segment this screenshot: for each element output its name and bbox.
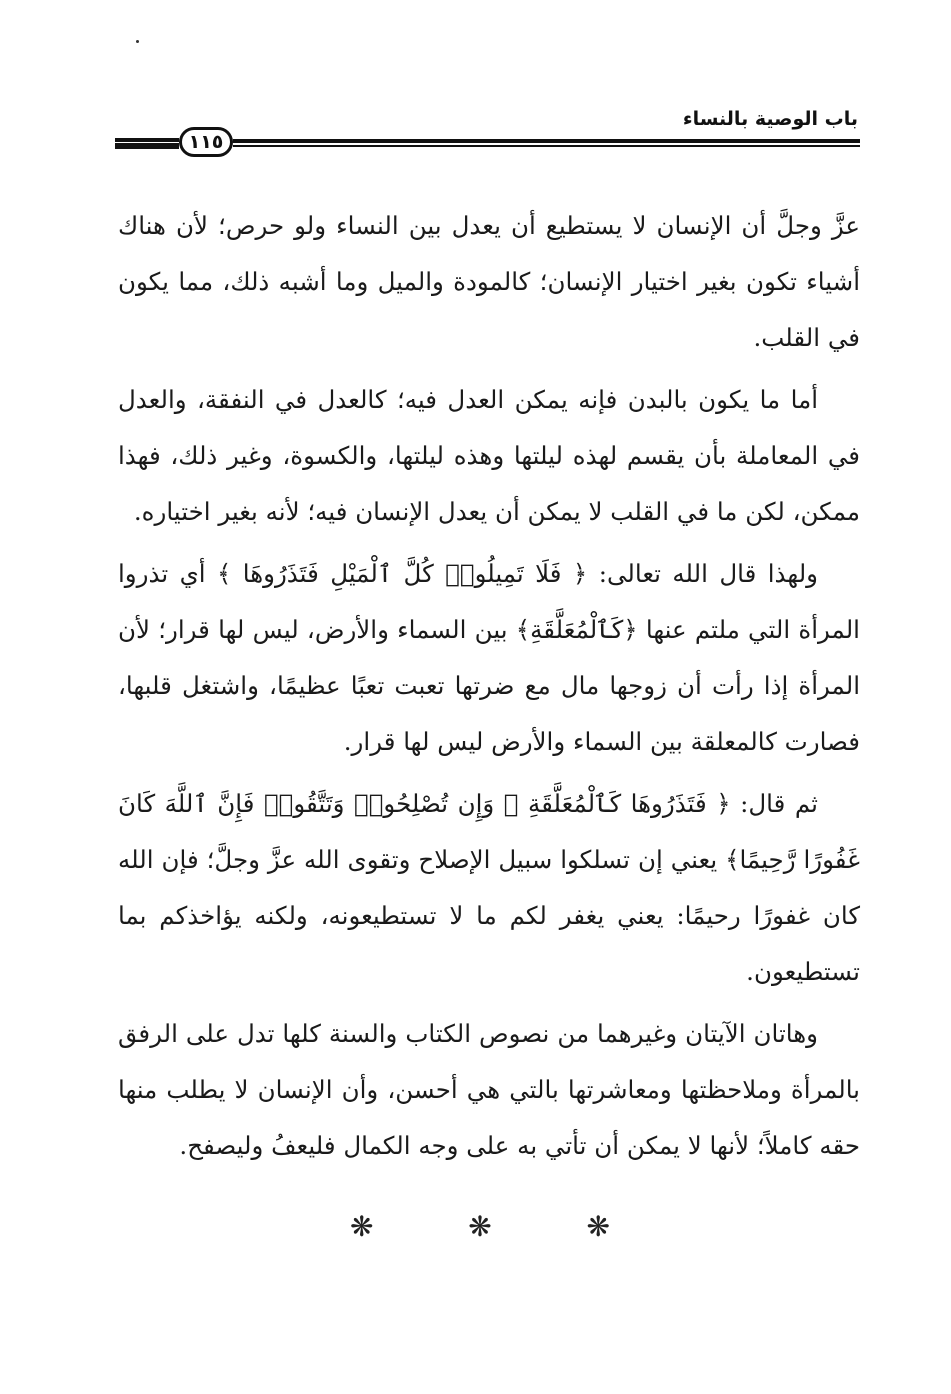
paragraph-3: ولهذا قال الله تعالى: ﴿ فَلَا تَمِيلُوا۟ كُلَّ ٱلْمَيْلِ فَتَذَرُوهَا ﴾ أي تذروا المرأة التي ملتم عنها ﴿كَٱلْمُعَلَّقَةِ﴾ بين السماء والأرض، ليس لها قرار؛ لأن المرأة إذا رأت أن زوجها مال مع ضرتها تعبت تعبًا عظيمًا، واشتغل قلبها، فصارت كالمعلقة بين السماء والأرض ليس لها قرار. xyxy=(118,559,860,756)
body-text xyxy=(118,198,860,1180)
header-rule-right-thin xyxy=(233,145,860,147)
paragraph-5: وهاتان الآيتان وغيرهما من نصوص الكتاب والسنة كلها تدل على الرفق بالمرأة وملاحظتها ومعاشرتها بالتي هي أحسن، وأن الإنسان لا يطلب منها حقه كاملاً؛ لأنها لا يمكن أن تأتي به على وجه الكمال فليعفُ وليصفح. xyxy=(118,1019,860,1160)
chapter-title: باب الوصية بالنساء xyxy=(682,108,858,130)
print-speck xyxy=(136,40,139,43)
asterism-icon: ❋ xyxy=(468,1210,492,1243)
header-rule-right-thick xyxy=(233,139,860,143)
paragraph-1: عزَّ وجلَّ أن الإنسان لا يستطيع أن يعدل بين النساء ولو حرص؛ لأن هناك أشياء تكون بغير اختيار الإنسان؛ كالمودة والميل وما أشبه ذلك، مما يكون في القلب. xyxy=(118,211,860,352)
page-number: ١١٥ xyxy=(179,127,233,157)
header-rule xyxy=(115,133,860,157)
asterism-icon: ❋ xyxy=(586,1210,610,1243)
paragraph-2: أما ما يكون بالبدن فإنه يمكن العدل فيه؛ كالعدل في النفقة، والعدل في المعاملة بأن يقسم لهذه ليلتها وهذه ليلتها، والكسوة، وغير ذلك، فهذا ممكن، لكن ما في القلب لا يمكن أن يعدل الإنسان فيه؛ لأنه بغير اختياره. xyxy=(118,385,860,526)
asterism-icon: ❋ xyxy=(350,1210,374,1243)
header-rule-left xyxy=(115,138,179,149)
paragraph-4: ثم قال: ﴿ فَتَذَرُوهَا كَٱلْمُعَلَّقَةِ ۚ وَإِن تُصْلِحُوا۟ وَتَتَّقُوا۟ فَإِنَّ ٱللَّهَ كَانَ غَفُورًا رَّحِيمًا﴾ يعني إن تسلكوا سبيل الإصلاح وتقوى الله عزَّ وجلَّ؛ فإن الله كان غفورًا رحيمًا: يعني يغفر لكم ما لا تستطيعونه، ولكنه يؤاخذكم بما تستطيعون. xyxy=(118,789,860,986)
section-separator xyxy=(350,1210,610,1243)
